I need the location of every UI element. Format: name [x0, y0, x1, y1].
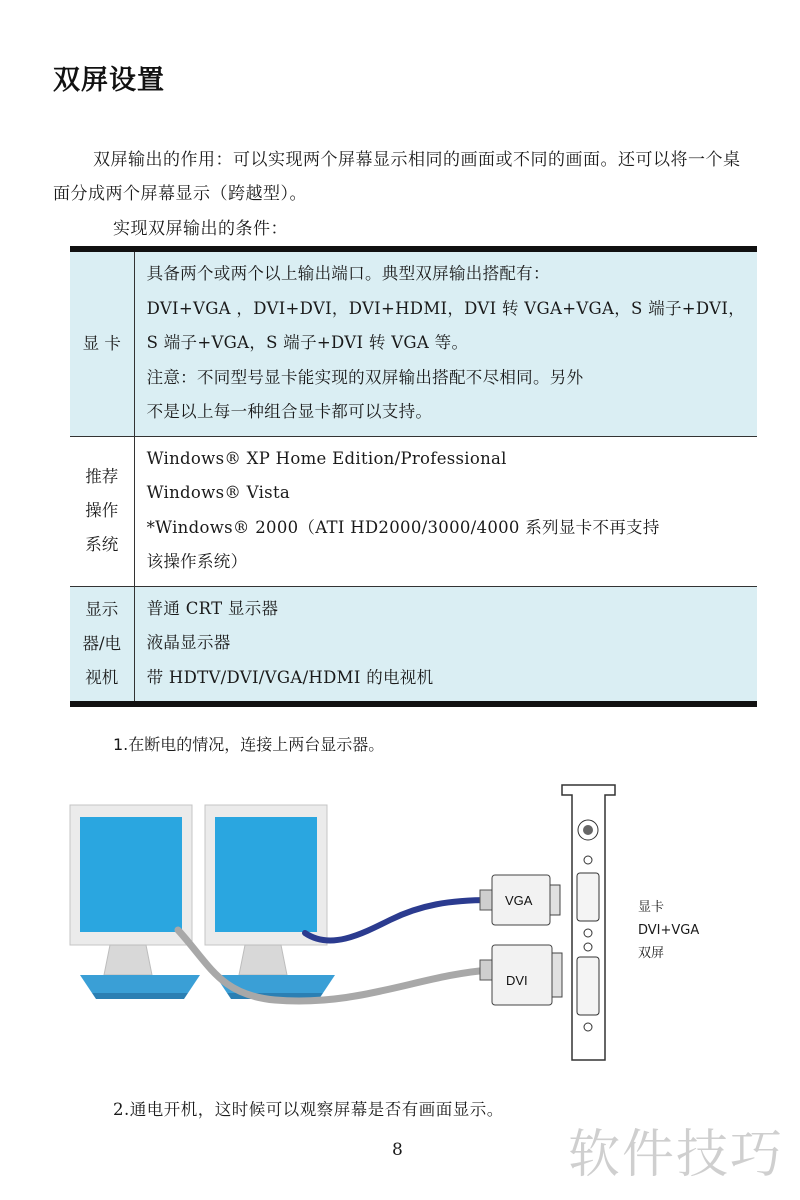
table-row-operating-system — [70, 436, 757, 586]
step-2-text: 2.通电开机，这时候可以观察屏幕是否有画面显示。 — [113, 1100, 504, 1119]
table-row-graphics-card — [70, 249, 757, 436]
row-line: 带 HDTV/DVI/VGA/HDMI 的电视机 — [146, 667, 434, 687]
row-label: 推荐操作系统 — [70, 436, 134, 586]
caption-line: 显卡 — [638, 900, 665, 915]
row-line: 不是以上每一种组合显卡都可以支持。 — [146, 402, 433, 421]
row-label: 显 卡 — [70, 249, 134, 436]
row-line: *Windows® 2000（ATI HD2000/3000/4000 系列显卡不再支持 — [146, 517, 660, 537]
watermark-text: 软件技巧 — [568, 1125, 785, 1185]
page-number: 8 — [392, 1140, 403, 1160]
conditions-heading: 实现双屏输出的条件： — [113, 219, 288, 239]
row-line: Windows® Vista — [146, 483, 291, 502]
vga-label: VGA — [505, 893, 533, 908]
graphics-card-bracket — [562, 785, 615, 1060]
row-line: 注意：不同型号显卡能实现的双屏输出搭配不尽相同。另外 — [146, 367, 584, 387]
row-line: S 端子+VGA，S 端子+DVI 转 VGA 等。 — [146, 333, 469, 352]
dvi-label: DVI — [506, 973, 528, 988]
caption-line: DVI+VGA — [638, 923, 700, 938]
row-line: DVI+VGA ，DVI+DVI，DVI+HDMI，DVI 转 VGA+VGA，S 端子+DVI， — [146, 298, 745, 318]
row-line: Windows® XP Home Edition/Professional — [146, 448, 507, 468]
row-line: 普通 CRT 显示器 — [146, 598, 279, 618]
requirements-table — [70, 246, 757, 707]
vga-cable — [305, 900, 490, 941]
page-title: 双屏设置 — [53, 65, 165, 96]
row-line: 该操作系统） — [146, 552, 248, 571]
row-content — [134, 586, 757, 704]
step-1-text: 1.在断电的情况，连接上两台显示器。 — [113, 735, 385, 754]
caption-line: 双屏 — [638, 946, 665, 961]
row-line: 液晶显示器 — [146, 633, 231, 652]
intro-paragraph: 双屏输出的作用：可以实现两个屏幕显示相同的画面或不同的画面。还可以将一个桌面分成两个屏幕显示（跨越型）。 — [53, 150, 741, 204]
right-monitor — [205, 805, 335, 999]
row-content — [134, 436, 757, 586]
connection-diagram — [60, 775, 680, 1075]
diagram-caption — [638, 896, 699, 965]
row-line: 具备两个或两个以上输出端口。典型双屏输出搭配有： — [146, 264, 550, 283]
left-monitor — [70, 805, 200, 999]
row-label: 显示器/电视机 — [70, 586, 134, 704]
table-row-display — [70, 586, 757, 704]
row-content — [134, 249, 757, 436]
